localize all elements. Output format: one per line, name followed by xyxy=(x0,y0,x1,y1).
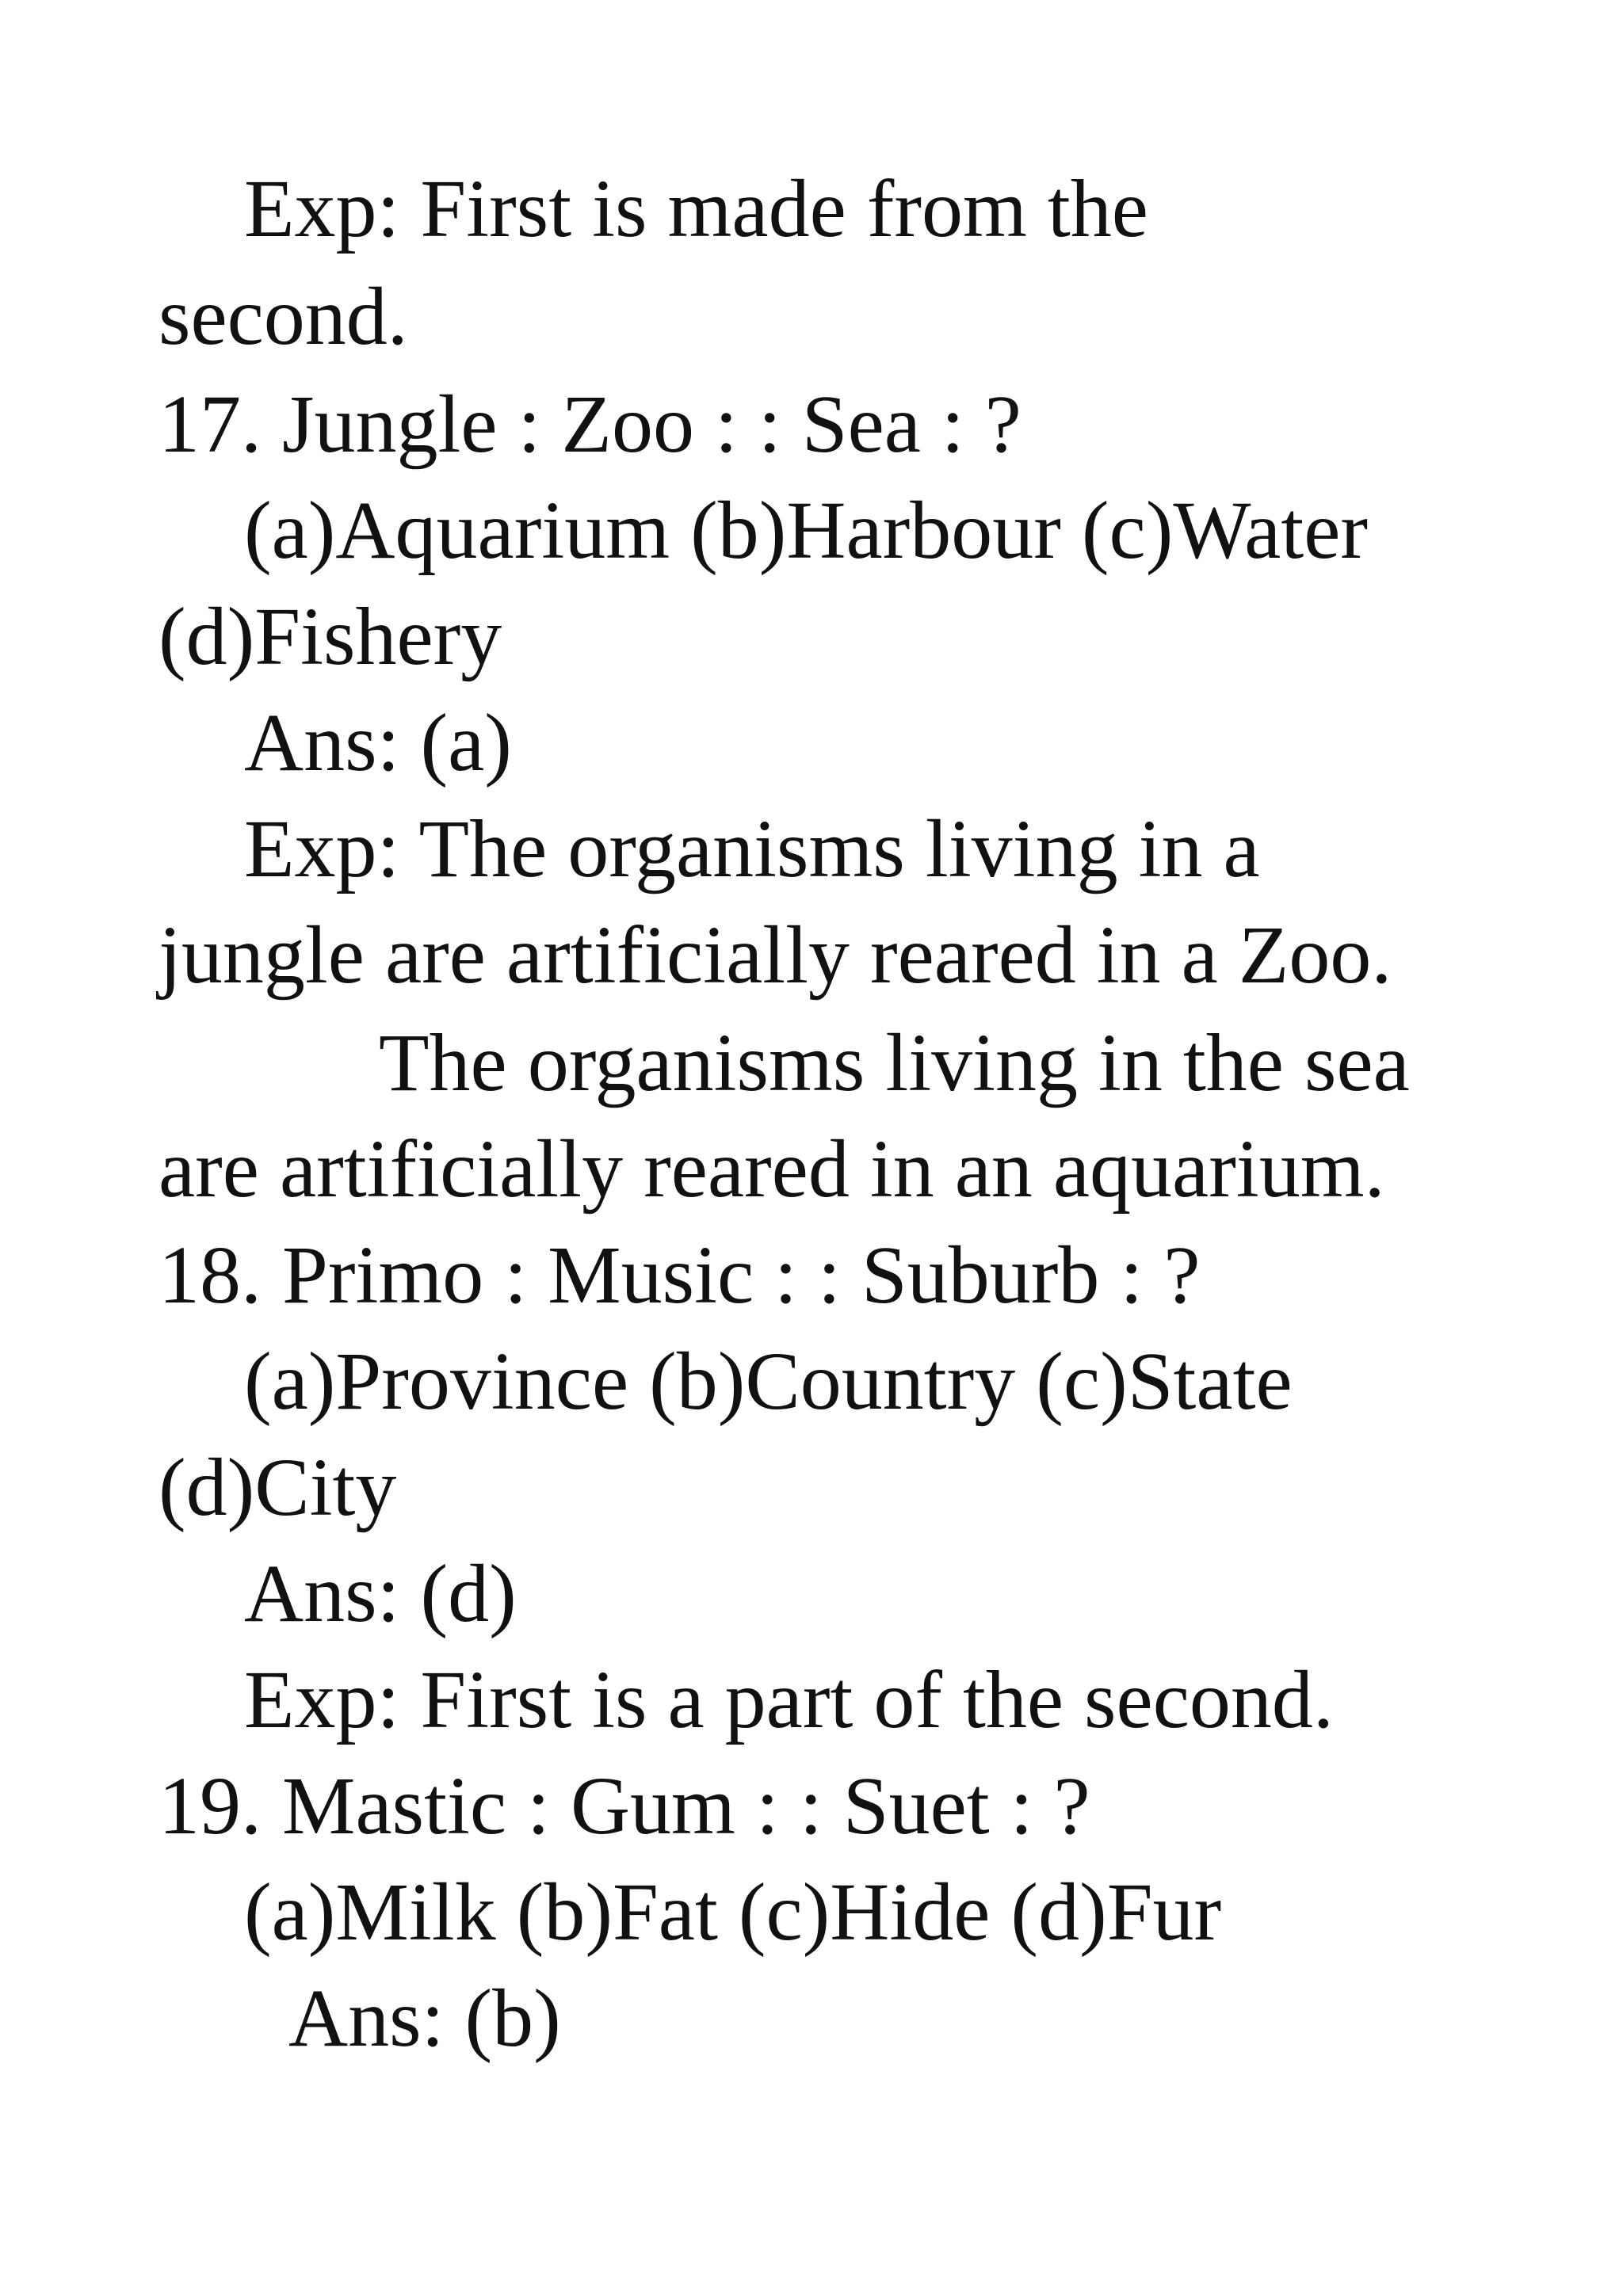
answer-17: Ans: (a) xyxy=(244,697,512,788)
options-17-cont: (d)Fishery xyxy=(158,591,502,682)
explanation-17-cont: jungle are artificially reared in a Zoo. xyxy=(158,910,1392,1001)
question-17: 17. Jungle : Zoo : : Sea : ? xyxy=(158,379,1022,470)
answer-19: Ans: (b) xyxy=(288,1973,561,2064)
text-line: second. xyxy=(158,271,408,362)
answer-18: Ans: (d) xyxy=(244,1548,517,1639)
explanation-17-cont: are artificially reared in an aquarium. xyxy=(158,1123,1385,1215)
question-19: 19. Mastic : Gum : : Suet : ? xyxy=(158,1760,1090,1852)
text-line: Exp: First is made from the xyxy=(244,163,1148,254)
explanation-17: Exp: The organisms living in a xyxy=(244,803,1260,894)
options-19: (a)Milk (b)Fat (c)Hide (d)Fur xyxy=(244,1867,1222,1958)
question-18: 18. Primo : Music : : Suburb : ? xyxy=(158,1230,1201,1321)
options-18-cont: (d)City xyxy=(158,1442,397,1533)
explanation-18: Exp: First is a part of the second. xyxy=(244,1654,1334,1745)
options-18: (a)Province (b)Country (c)State xyxy=(244,1336,1293,1427)
explanation-17-cont: The organisms living in the sea xyxy=(379,1017,1410,1108)
options-17: (a)Aquarium (b)Harbour (c)Water xyxy=(244,485,1369,576)
